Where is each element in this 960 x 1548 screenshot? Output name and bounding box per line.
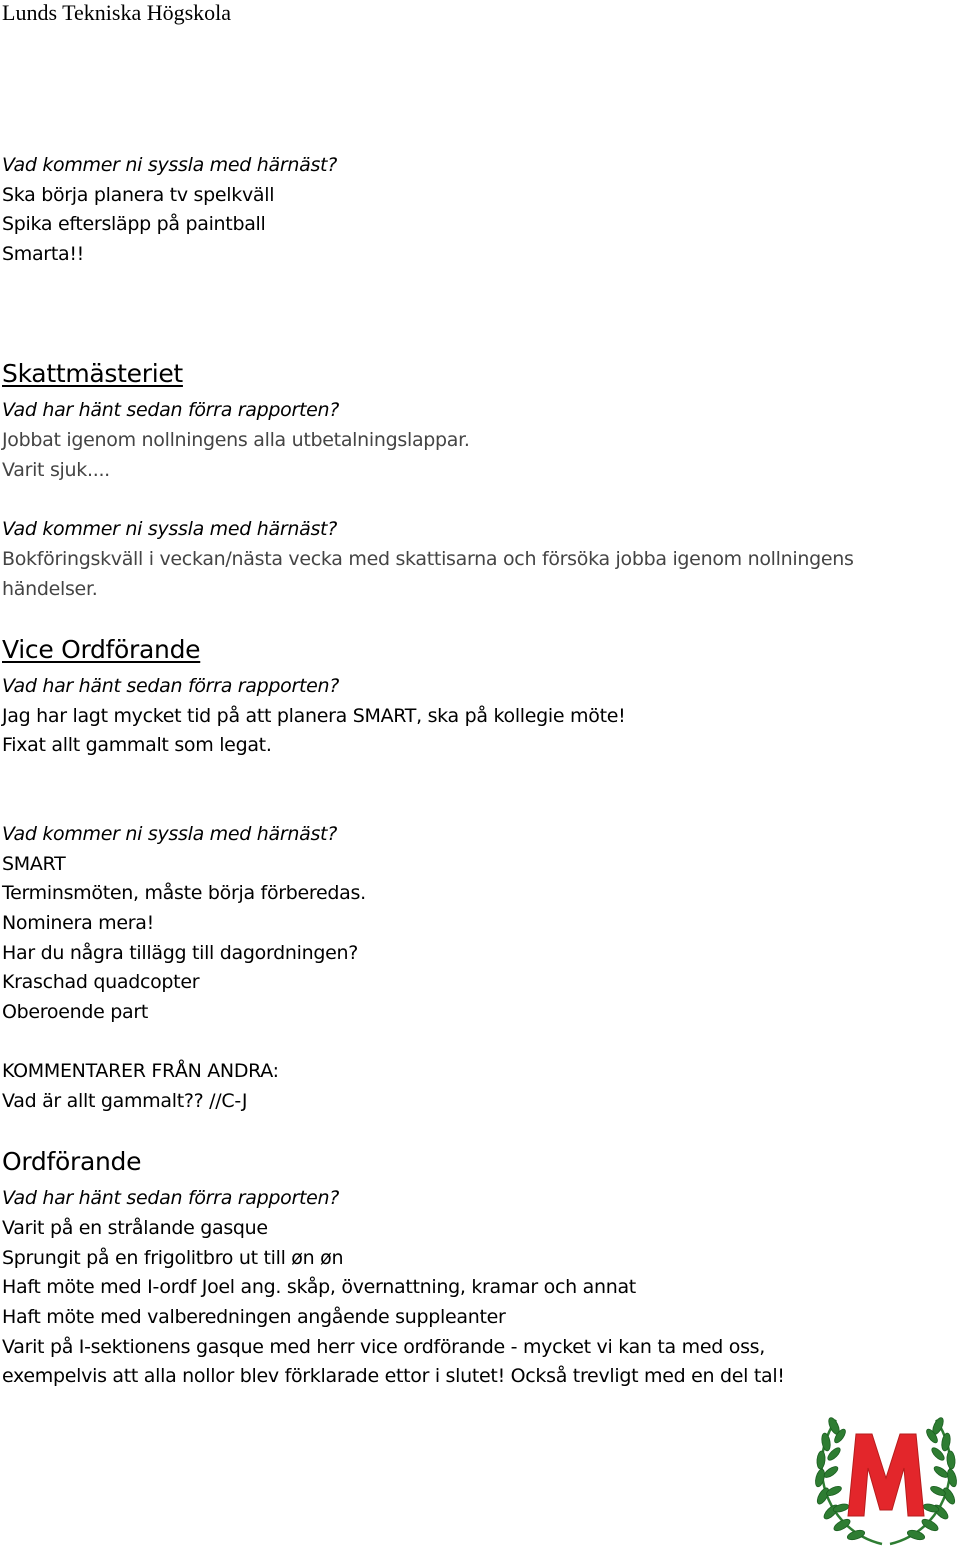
text-line: Fixat allt gammalt som legat. [2, 734, 272, 756]
section-heading-vice-ordforande: Vice Ordförande [2, 635, 201, 664]
text-line: Smarta!! [2, 243, 84, 265]
question-next: Vad kommer ni syssla med härnäst? [2, 518, 337, 540]
text-line: Bokföringskväll i veckan/nästa vecka med skattisarna och försöka jobba igenom nollningens [2, 548, 854, 570]
question-next: Vad kommer ni syssla med härnäst? [2, 154, 337, 176]
document-header: Lunds Tekniska Högskola [2, 0, 232, 25]
question-since: Vad har hänt sedan förra rapporten? [2, 399, 340, 421]
question-next: Vad kommer ni syssla med härnäst? [2, 823, 337, 845]
text-line: Nominera mera! [2, 912, 154, 934]
comments-label: KOMMENTARER FRÅN ANDRA: [2, 1060, 279, 1082]
text-line: Sprungit på en frigolitbro ut till øn øn [2, 1247, 344, 1269]
text-line: Ska börja planera tv spelkväll [2, 184, 275, 206]
section-heading-ordforande: Ordförande [2, 1147, 142, 1176]
text-line: Haft möte med I-ordf Joel ang. skåp, övernattning, kramar och annat [2, 1276, 636, 1298]
text-line: händelser. [2, 578, 98, 600]
text-line: Varit på en strålande gasque [2, 1217, 268, 1239]
text-line: SMART [2, 853, 66, 875]
text-line: Varit sjuk.... [2, 459, 110, 481]
comment-text: Vad är allt gammalt?? //C-J [2, 1090, 248, 1112]
question-since: Vad har hänt sedan förra rapporten? [2, 675, 340, 697]
text-line: exempelvis att alla nollor blev förklarade ettor i slutet! Också trevligt med en del tal! [2, 1365, 785, 1387]
text-line: Varit på I-sektionens gasque med herr vice ordförande - mycket vi kan ta med oss, [2, 1336, 766, 1358]
text-line: Oberoende part [2, 1001, 149, 1023]
text-line: Kraschad quadcopter [2, 971, 200, 993]
letter-m-icon [848, 1434, 924, 1516]
text-line: Jobbat igenom nollningens alla utbetalningslappar. [2, 429, 470, 451]
text-line: Jag har lagt mycket tid på att planera SMART, ska på kollegie möte! [2, 705, 626, 727]
text-line: Haft möte med valberedningen angående suppleanter [2, 1306, 506, 1328]
text-line: Har du några tillägg till dagordningen? [2, 942, 359, 964]
question-since: Vad har hänt sedan förra rapporten? [2, 1187, 340, 1209]
section-heading-skattmasteriet: Skattmästeriet [2, 359, 183, 388]
text-line: Terminsmöten, måste börja förberedas. [2, 882, 366, 904]
text-line: Spika eftersläpp på paintball [2, 213, 266, 235]
laurel-m-logo [812, 1412, 960, 1548]
